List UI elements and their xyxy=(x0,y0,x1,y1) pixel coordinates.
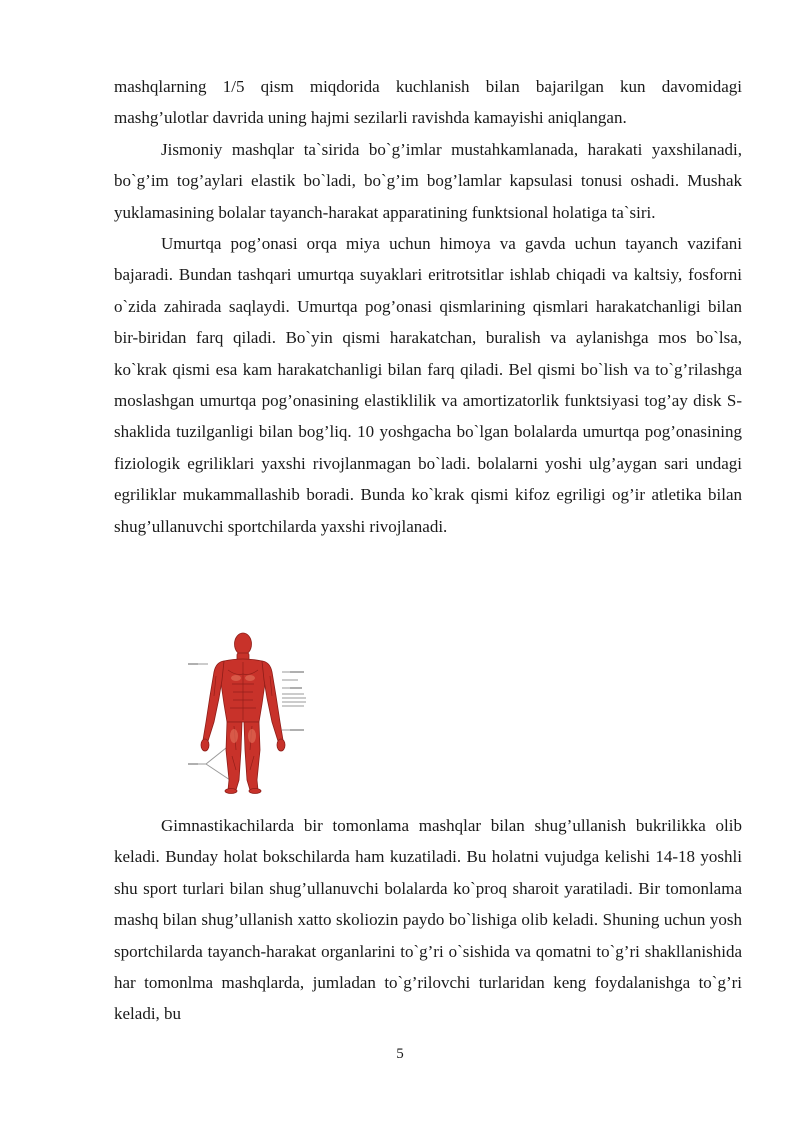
paragraph-spine: Umurtqa pog’onasi orqa miya uchun himoya va gavda uchun tayanch vazifani bajaradi. Bundan tashqari umurtqa suyaklari eritrotsitlar ishlab chiqadi va kaltsiy, fosforni o`zida zahirada saqlaydi. Umurtqa pog’onasi qismlarining qismlari harakatchanligi bilan bir-biridan farq qiladi. Bo`yin qismi harakatchan, buralish va aylanishga mos bo`lsa, ko`krak qismi esa kam harakatchanligi bilan farq qiladi. Bel qismi bo`lish va to`g’rilashga moslashgan umurtqa pog’onasining elastiklilik va amortizatorlik funktsiyasi tog’ay disk S-shaklida tuzilganligi bilan bog’liq. 10 yoshgacha bo`lgan bolalarda umurtqa pog’onasining fiziologik egriliklari yaxshi rivojlanmagan bo`ladi. bolalarni yoshi ulg’aygan sari undagi egriliklar mukammallashib boradi. Bunda ko`krak qismi kifoz egriligi og’ir atletika bilan shug’ullanuvchi sportchilarda yaxshi rivojlanadi. xyxy=(114,234,742,536)
page-number: 5 xyxy=(396,1046,404,1062)
paragraph-joints: Jismoniy mashqlar ta`sirida bo`g’imlar mustahkamlanada, harakati yaxshilanadi, bo`g’im tog’aylari elastik bo`ladi, bo`g’im bog’lamlar kapsulasi tonusi oshadi. Mushak yuklamasining bolalar tayanch-harakat apparatining funktsional holatiga ta`siri. xyxy=(114,139,742,222)
paragraph-gymnastics: Gimnastikachilarda bir tomonlama mashqlar bilan shug’ullanish bukrilikka olib keladi. Bunday holat bokschilarda ham kuzatiladi. Bu holatni vujudga kelishi 14-18 yoshli shu sport turlari bilan shug’ullanuvchi bolalarda ko`proq sharoit yaratiladi. Bir tomonlama mashq bilan shug’ullanish xatto skoliozin paydo bo`lishiga olib keladi. Shuning uchun yosh sportchilarda tayanch-harakat organlarini to`g’ri o`sishida va qomatni to`g’ri shakllanishida har tomonlma mashqlarda, jumladan to`g’rilovchi turlaridan keng foydalanishga to`g’ri keladi, bu xyxy=(114,816,742,1024)
paragraph-continuation: mashqlarning 1/5 qism miqdorida kuchlanish bilan bajarilgan kun davomidagi mashg’ulotlar davrida uning hajmi sezilarli ravishda kamayishi aniqlangan. xyxy=(114,77,742,128)
muscular-system-figure xyxy=(186,630,316,794)
human-muscular-system-illustration xyxy=(186,630,316,794)
text-block-bottom xyxy=(114,810,742,1030)
text-block-top xyxy=(114,71,742,542)
